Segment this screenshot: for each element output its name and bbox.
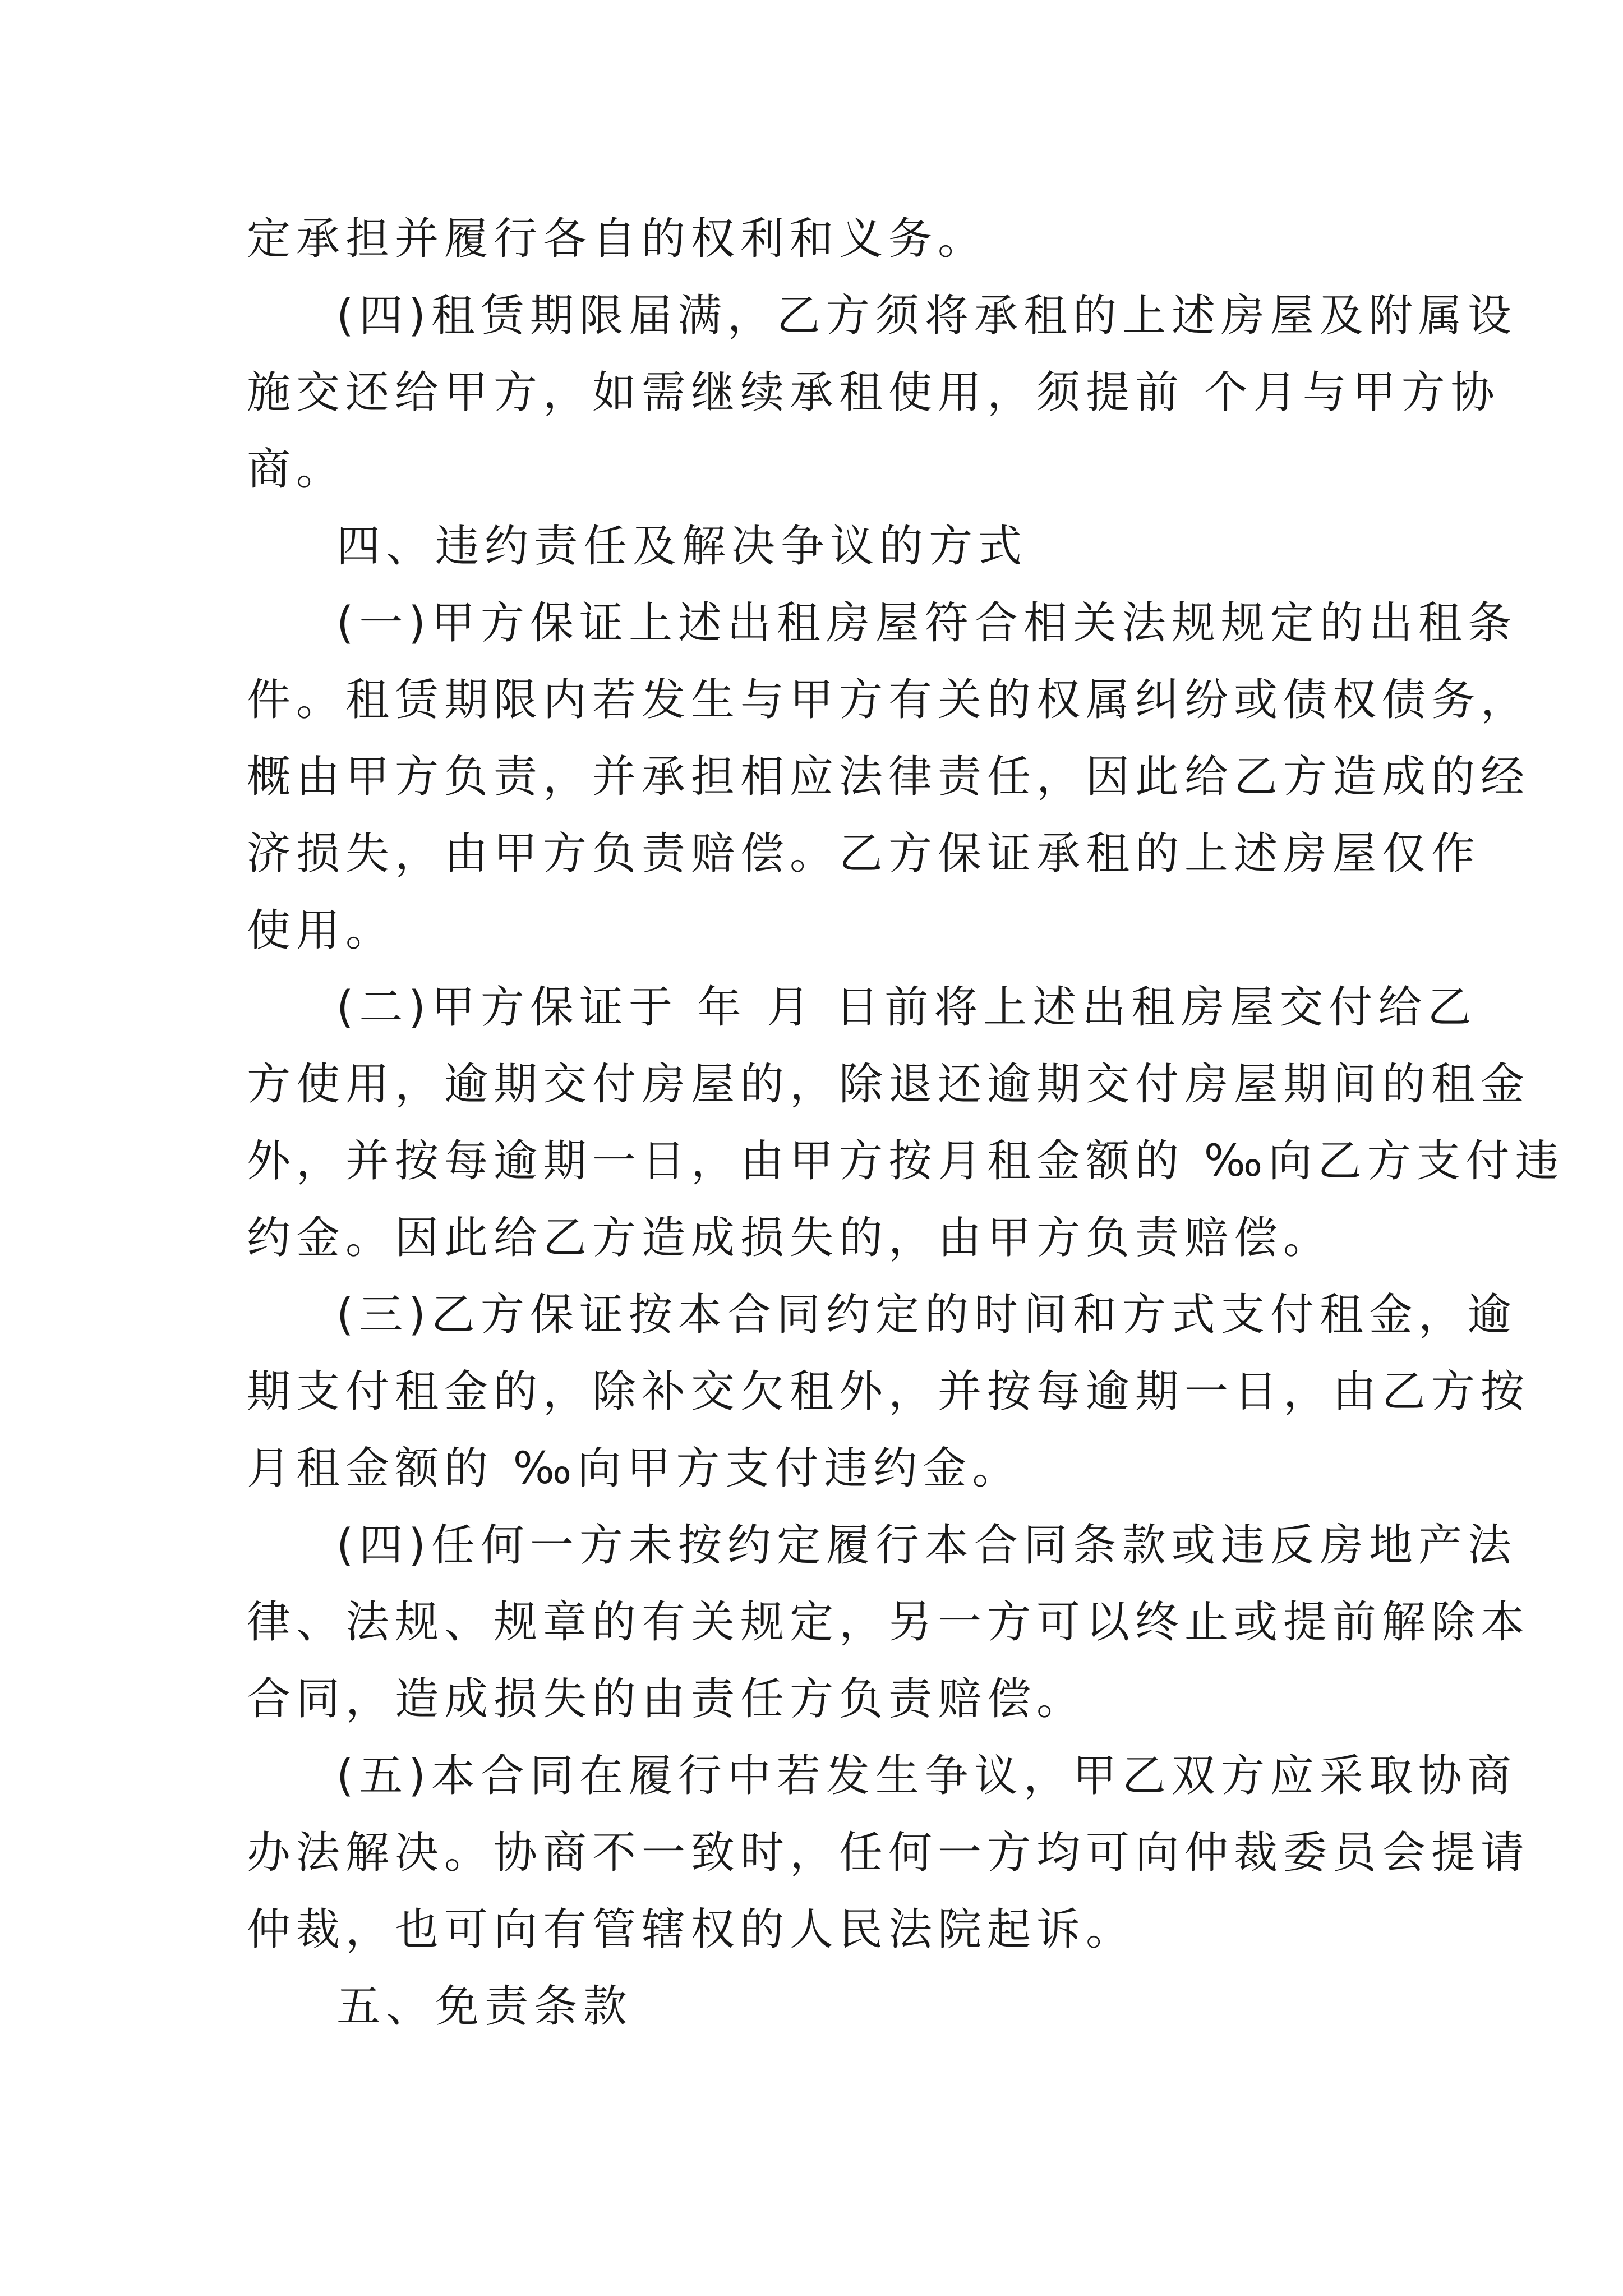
paragraph-lease-expiry-cont bbox=[247, 355, 1500, 508]
text-line: 合同，造成损失的由责任方负责赔偿。 bbox=[247, 1674, 1086, 1724]
paragraph-clause-3-cont bbox=[247, 1354, 1530, 1507]
text-line: (五)本合同在履行中若发生争议，甲乙双方应采取协商 bbox=[336, 1751, 1517, 1801]
paragraph-clause-1 bbox=[336, 585, 1517, 662]
paragraph-clause-5 bbox=[336, 1738, 1517, 1815]
text-line: (四)任何一方未按约定履行本合同条款或违反房地产法 bbox=[336, 1520, 1517, 1571]
text-line: 施交还给甲方，如需继续承租使用，须提前 个月与甲方协 bbox=[247, 367, 1500, 418]
text-line: 商。 bbox=[247, 444, 346, 495]
paragraph-clause-4 bbox=[336, 1507, 1517, 1584]
section-heading: 五、免责条款 bbox=[336, 1981, 633, 2032]
text-line: (二)甲方保证于 年 月 日前将上述出租房屋交付给乙 bbox=[336, 982, 1477, 1033]
section-heading-exemption bbox=[336, 1968, 633, 2045]
text-line: 月租金额的 ‰向甲方支付违约金。 bbox=[247, 1443, 1022, 1494]
section-heading: 四、违约责任及解决争议的方式 bbox=[336, 521, 1028, 572]
text-line: 方使用，逾期交付房屋的，除退还逾期交付房屋期间的租金 bbox=[247, 1059, 1530, 1110]
text-line: 律、法规、规章的有关规定，另一方可以终止或提前解除本 bbox=[247, 1597, 1530, 1648]
text-line: (一)甲方保证上述出租房屋符合相关法规规定的出租条 bbox=[336, 598, 1517, 648]
paragraph-clause-2 bbox=[336, 969, 1477, 1046]
paragraph-lease-expiry bbox=[336, 278, 1517, 355]
text-line: 约金。因此给乙方造成损失的，由甲方负责赔偿。 bbox=[247, 1213, 1333, 1263]
text-line: 定承担并履行各自的权利和义务。 bbox=[247, 214, 988, 264]
text-line: 仲裁，也可向有管辖权的人民法院起诉。 bbox=[247, 1904, 1136, 1955]
text-line: 济损失，由甲方负责赔偿。乙方保证承租的上述房屋仅作 bbox=[247, 829, 1481, 879]
text-line: 使用。 bbox=[247, 905, 395, 956]
text-line: 件。租赁期限内若发生与甲方有关的权属纠纷或债权债务， bbox=[247, 675, 1530, 725]
paragraph-clause-2-cont bbox=[247, 1046, 1564, 1277]
text-line: 概由甲方负责，并承担相应法律责任，因此给乙方造成的经 bbox=[247, 752, 1530, 802]
text-line: 办法解决。协商不一致时，任何一方均可向仲裁委员会提请 bbox=[247, 1828, 1530, 1878]
section-heading-liability bbox=[336, 508, 1027, 585]
text-line: (四)租赁期限届满，乙方须将承租的上述房屋及附属设 bbox=[336, 291, 1517, 341]
paragraph-clause-3 bbox=[336, 1277, 1517, 1354]
text-line: 期支付租金的，除补交欠租外，并按每逾期一日，由乙方按 bbox=[247, 1366, 1530, 1417]
paragraph-obligations-end bbox=[247, 201, 987, 278]
text-line: 外，并按每逾期一日，由甲方按月租金额的 ‰向乙方支付违 bbox=[247, 1136, 1565, 1186]
paragraph-clause-4-cont bbox=[247, 1584, 1530, 1738]
paragraph-clause-1-cont bbox=[247, 662, 1530, 969]
text-line: (三)乙方保证按本合同约定的时间和方式支付租金，逾 bbox=[336, 1290, 1517, 1340]
paragraph-clause-5-cont bbox=[247, 1815, 1530, 1968]
